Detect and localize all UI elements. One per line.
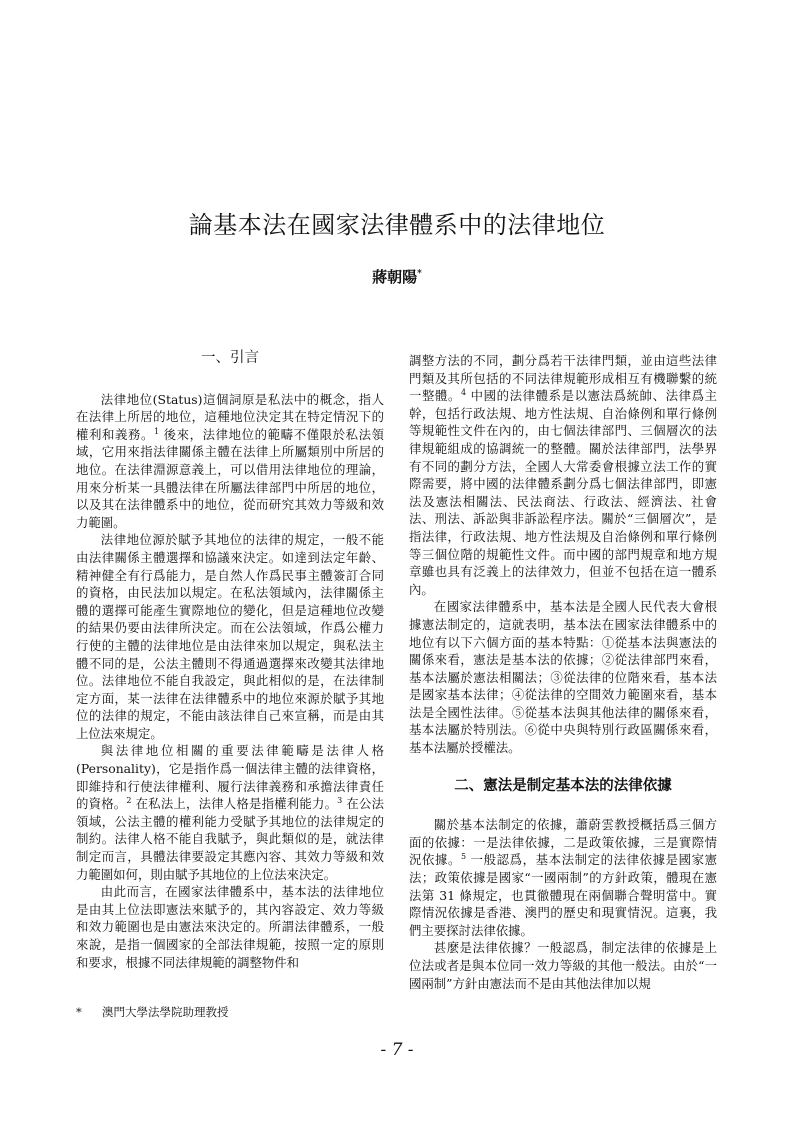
footnote-ref: 2 — [126, 796, 132, 806]
text-run: 調整方法的不同，劃分爲若干法律門類，並由這些法律門類及其所包括的不同法律規範形成相互有機聯繫的統一整體。 — [409, 353, 717, 404]
paragraph — [409, 352, 717, 598]
text-run: 法律地位(Status)這個詞原是私法中的概念，指人在法律上所居的地位，這種地位決定其在特定情況下的權利和義務。 — [76, 391, 384, 442]
paragraph — [409, 816, 717, 939]
text-run: 與法律地位相關的重要法律範疇是法律人格(Personality)，它是指作爲一個法律主體的法律資格，即維持和行使法律權利、履行法律義務和承擔法律責任的資格。 — [76, 743, 384, 812]
text-run: 一般認爲，基本法制定的法律依據是國家憲法；政策依據是國家“一國兩制”的方針政策，體現在憲法第 31 條規定，也貫徹體現在兩個聯合聲明當中。實際情況依據是香港、澳門的歷史和現實情況。這裏，我們主要探討法律依據。 — [409, 852, 717, 938]
paragraph — [76, 742, 384, 883]
footnote-mark: * — [76, 1005, 82, 1019]
text-run: 關於基本法制定的依據，蕭蔚雲教授概括爲三個方面的依據：一是法律依據，二是政策依據，三是實際情況依據。 — [409, 817, 717, 868]
footnote-ref: 5 — [461, 852, 467, 862]
paragraph: 法律地位源於賦予其地位的法律的規定，一般不能由法律關係主體選擇和協議來決定。如達到法定年齡、精神健全有行爲能力，是自然人作爲民事主體簽訂合同的資格，由民法加以規定。在私法領域內，法律關係主體的選擇可能產生實際地位的變化，但是這種地位改變的結果仍要由法律所決定。而在公法領域，作爲公權力行使的主體的法律地位是由法律來加以規定，與私法主體不同的是，公法主體則不得通過選擇來改變其法律地位。法律地位不能自我設定，與此相似的是，在法律制定方面，某一法律在法律體系中的地位來源於賦予其地位的法律的規定，不能由該法律自己來宣稱，而是由其上位法來規定。 — [76, 532, 384, 741]
text-run: 中國的法律體系是以憲法爲統帥、法律爲主幹，包括行政法規、地方性法規、自治條例和單行條例等規範性文件在內的，由七個法律部門、三個層次的法律規範組成的協調統一的整體。關於法律部門，法學界有不同的劃分方法，全國人大常委會根據立法工作的實際需要，將中國的法律體系劃分爲七個法律部門，即憲法及憲法相關法、民法商法、行政法、經濟法、社會法、刑法、訴訟與非訴訟程序法。關於“三個層次”，是指法律，行政法規、地方性法規及自治條例和單行條例等三個位階的規範性文件。而中國的部門規章和地方規章雖也具有泛義上的法律效力，但並不包括在這一體系內。 — [409, 388, 717, 597]
paragraph: 甚麼是法律依據？一般認爲，制定法律的依據是上位法或者是與本位同一效力等級的其他一般法。由於“一國兩制”方針由憲法而不是由其他法律加以規 — [409, 940, 717, 991]
page-number: - 7 - — [380, 1040, 414, 1060]
section-heading-constitution: 二、憲法是制定基本法的法律依據 — [454, 776, 672, 794]
paper-title: 論基本法在國家法律體系中的法律地位 — [188, 211, 606, 239]
footnote-ref: 1 — [154, 426, 160, 436]
author-text: 蔣朝陽 — [372, 268, 418, 286]
text-run: 在公法領域，公法主體的權利能力受賦予其地位的法律規定的制約。法律人格不能自我賦予，與此類似的是，就法律制定而言，具體法律要設定其應內容、其效力等級和效力範圍如何，則由賦予其地位的上位法來決定。 — [76, 796, 384, 882]
paragraph: 由此而言，在國家法律體系中，基本法的法律地位是由其上位法即憲法來賦予的，其內容設定、效力等級和效力範圍也是由憲法來決定的。所謂法律體系，一般來說，是指一個國家的全部法律規範，按照一定的原則和要求，根據不同法律規範的調整物件和 — [76, 884, 384, 970]
author-footnote-mark: * — [417, 269, 422, 279]
footnote-ref: 3 — [337, 796, 343, 806]
text-run: 在私法上，法律人格是指權利能力。 — [131, 796, 338, 812]
footnote — [76, 1004, 229, 1020]
left-column — [76, 350, 384, 971]
paragraph: 在國家法律體系中，基本法是全國人民代表大會根據憲法制定的，這就表明，基本法在國家法律體系中的地位有以下六個方面的基本特點：①從基本法與憲法的關係來看，憲法是基本法的依據；②從法律部門來看，基本法屬於憲法相關法；③從法律的位階來看，基本法是國家基本法律；④從法律的空間效力範圍來看，基本法是全國性法律。⑤從基本法與其他法律的關係來看，基本法屬於特別法。⑥從中央與特別行政區關係來看，基本法屬於授權法。 — [409, 599, 717, 756]
right-column — [409, 352, 717, 992]
footnote-ref: 4 — [461, 388, 467, 398]
section-heading-intro: 一、引言 — [201, 350, 259, 366]
paragraph — [76, 391, 384, 532]
footnote-text: 澳門大學法學院助理教授 — [102, 1005, 229, 1019]
text-run: 後來，法律地位的範疇不僅限於私法領域，它用來指法律關係主體在法律上所屬類別中所居的地位。在法律淵源意義上，可以借用法律地位的理論，用來分析某一具體法律在所屬法律部門中所居的地位，以及其在法律體系中的地位，從而研究其效力等級和效力範圍。 — [76, 426, 384, 530]
author-name — [0, 266, 794, 287]
